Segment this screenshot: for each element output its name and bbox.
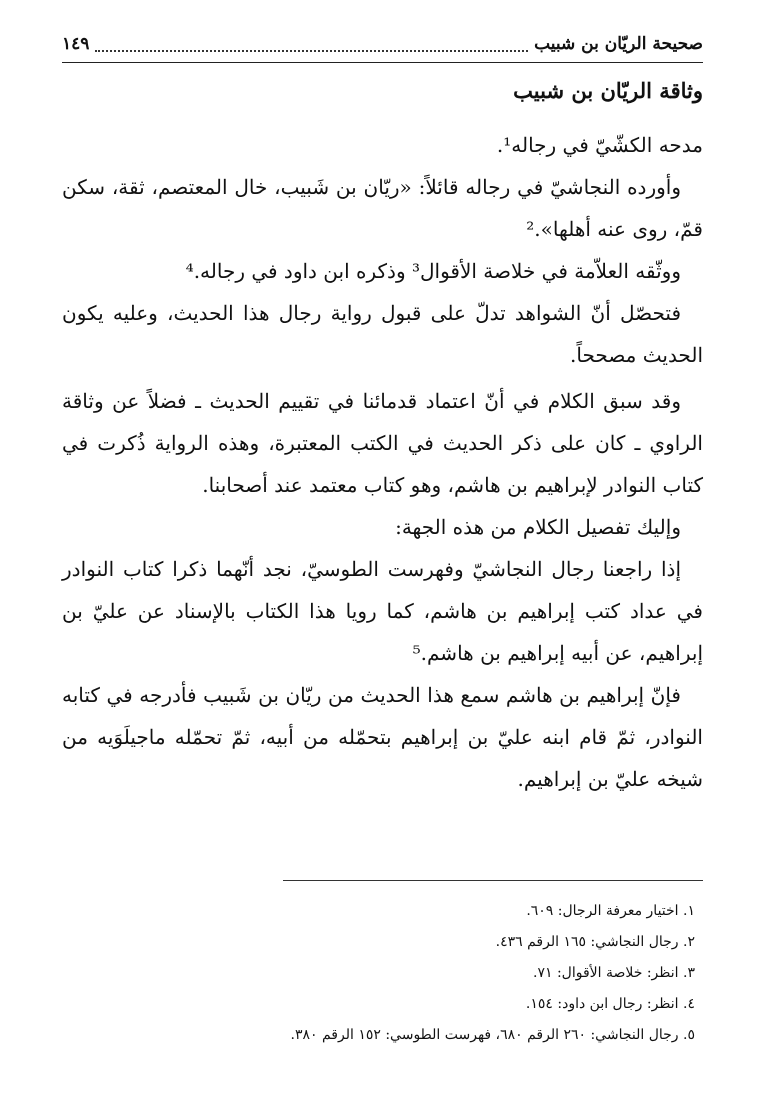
footnote: ١. اختيار معرفة الرجال: ٦٠٩. bbox=[526, 903, 695, 919]
paragraph: وقد سبق الكلام في أنّ اعتماد قدمائنا في تقييم الحديث ـ فضلاً عن وثاقة الراوي ـ كان على ذكر الحديث في الكتب المعتبرة، وهذه الرواية ذُكرت في كتاب النوادر لإبراهيم بن هاشم، وهو كتاب معتمد عند أصحابنا. bbox=[62, 389, 703, 497]
footnotes bbox=[62, 896, 703, 1051]
footnote: ٣. انظر: خلاصة الأقوال: ٧١. bbox=[533, 965, 695, 981]
header-rule bbox=[62, 62, 703, 63]
body-text bbox=[62, 72, 703, 800]
paragraph: فإنّ إبراهيم بن هاشم سمع هذا الحديث من ريّان بن شَبيب فأدرجه في كتابه النوادر، ثمّ قام ابنه عليّ بن إبراهيم بتحمّله من أبيه، ثمّ تحمّله ماجيلَوَيه من شيخه عليّ بن إبراهيم. bbox=[62, 683, 703, 791]
section-title: وثاقة الريّان بن شبيب bbox=[513, 78, 703, 103]
paragraph: وأورده النجاشيّ في رجاله قائلاً: «ريّان بن شَبيب، خال المعتصم، ثقة، سكن قمّ، روى عنه أهلها».² bbox=[62, 175, 703, 241]
footnote-separator bbox=[283, 880, 703, 881]
page-number: ١٤٩ bbox=[62, 34, 90, 54]
paragraph: فتحصّل أنّ الشواهد تدلّ على قبول رواية رجال هذا الحديث، وعليه يكون الحديث مصححاً. bbox=[62, 301, 703, 367]
page-header bbox=[62, 28, 703, 60]
footnote: ٥. رجال النجاشي: ٢٦٠ الرقم ٦٨٠، فهرست الطوسي: ١٥٢ الرقم ٣٨٠. bbox=[290, 1027, 695, 1043]
paragraph: ووثّقه العلاّمة في خلاصة الأقوال³ وذكره ابن داود في رجاله.⁴ bbox=[185, 259, 681, 283]
paragraph: إذا راجعنا رجال النجاشيّ وفهرست الطوسيّ، نجد أنّهما ذكرا كتاب النوادر في عداد كتب إبراهيم بن هاشم، كما رويا هذا الكتاب بالإسناد عن عليّ بن إبراهيم، عن أبيه إبراهيم بن هاشم.⁵ bbox=[62, 557, 703, 665]
header-dot-leader bbox=[95, 36, 528, 52]
paragraph: وإليك تفصيل الكلام من هذه الجهة: bbox=[395, 515, 681, 539]
paragraph: مدحه الكشّيّ في رجاله¹. bbox=[496, 133, 703, 157]
running-title: صحيحة الريّان بن شبيب bbox=[534, 34, 703, 54]
footnote: ٢. رجال النجاشي: ١٦٥ الرقم ٤٣٦. bbox=[495, 934, 695, 950]
footnote: ٤. انظر: رجال ابن داود: ١٥٤. bbox=[525, 996, 695, 1012]
